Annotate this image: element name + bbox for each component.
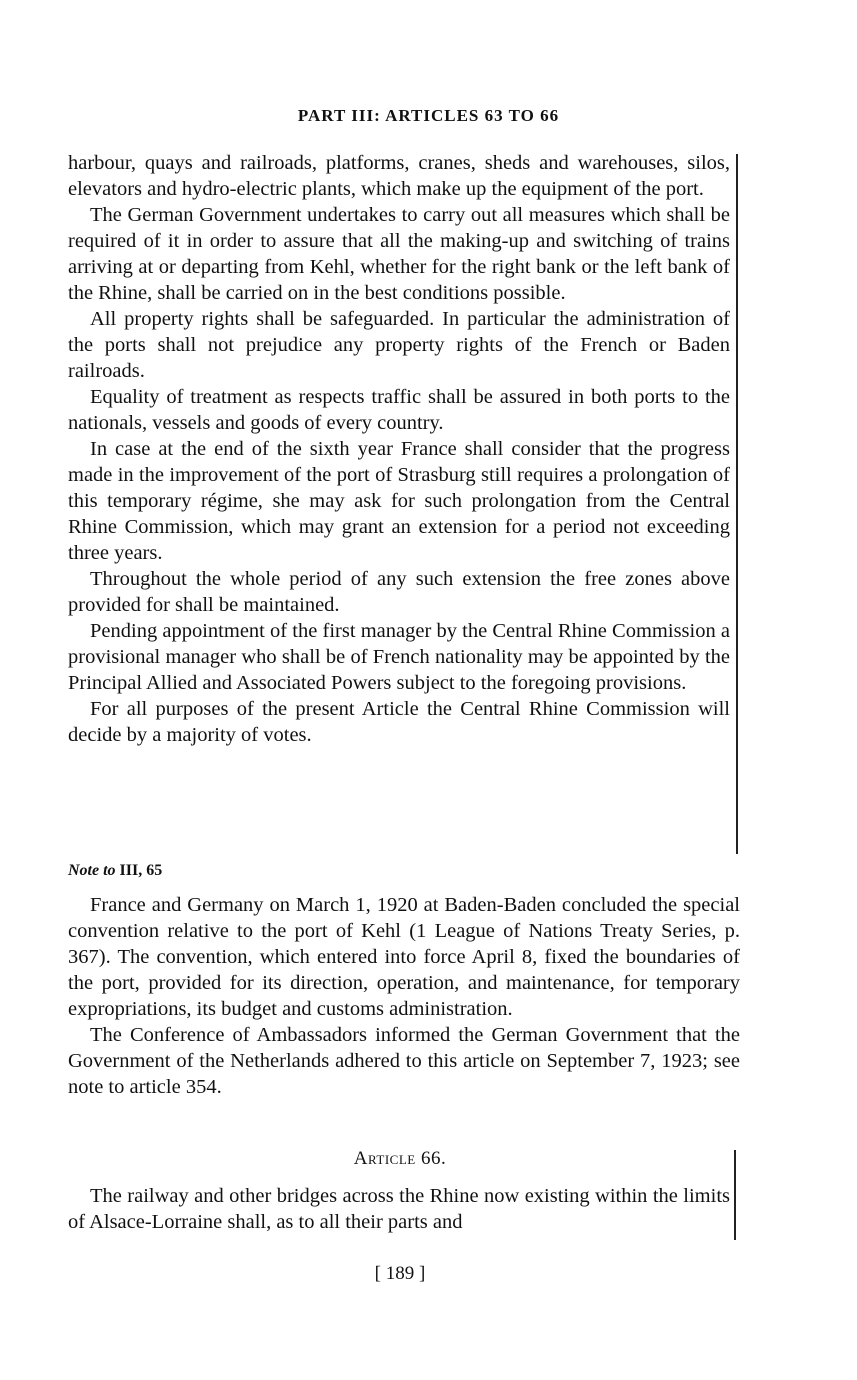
running-head: PART III: ARTICLES 63 TO 66 <box>297 106 560 125</box>
treaty-paragraph: Equality of treatment as respects traffic shall be assured in both ports to the nationals, vessels and goods of every country. <box>68 386 730 434</box>
note-paragraph: The Conference of Ambassadors informed the German Government that the Government of the Netherlands adhered to this article on September 7, 1923; see note to article 354. <box>68 1024 740 1098</box>
article-66-paragraph: The railway and other bridges across the Rhine now existing within the limits of Alsace-Lorraine shall, as to all their parts and <box>68 1185 730 1233</box>
treaty-paragraph: In case at the end of the sixth year France shall consider that the progress made in the improvement of the port of Strasburg still requires a prolongation of this temporary régime, she may ask for such prolongation from the Central Rhine Commission, which may grant an extension for a period not exceeding three years. <box>68 438 730 564</box>
treaty-paragraph: All property rights shall be safeguarded. In particular the administration of the ports shall not prejudice any property rights of the French or Baden railroads. <box>68 308 730 382</box>
note-paragraph: France and Germany on March 1, 1920 at Baden-Baden concluded the special convention relative to the port of Kehl (1 League of Nations Treaty Series, p. 367). The convention, which entered into force April 8, fixed the boundaries of the port, provided for its direction, operation, and maintenance, for temporary expropriations, its budget and customs administration. <box>68 894 740 1020</box>
article-margin-rule <box>734 1150 736 1240</box>
note-heading-ref: III, 65 <box>119 862 163 879</box>
treaty-margin-rule <box>736 154 738 854</box>
article-66-title: Article 66. <box>353 1148 447 1169</box>
page-number: [ 189 ] <box>374 1263 426 1284</box>
article-66-text-block <box>68 1183 730 1235</box>
treaty-paragraph: harbour, quays and railroads, platforms, cranes, sheds and warehouses, silos, elevators and hydro-electric plants, which make up the equipment of the port. <box>68 152 730 200</box>
note-heading-prefix: Note to <box>68 862 116 879</box>
treaty-paragraph: Pending appointment of the first manager by the Central Rhine Commission a provisional manager who shall be of French nationality may be appointed by the Principal Allied and Associated Powers subject to the foregoing provisions. <box>68 620 730 694</box>
treaty-paragraph: The German Government undertakes to carry out all measures which shall be required of it in order to assure that all the making-up and switching of trains arriving at or departing from Kehl, whether for the right bank or the left bank of the Rhine, shall be carried on in the best conditions possible. <box>68 204 730 304</box>
treaty-paragraph: For all purposes of the present Article the Central Rhine Commission will decide by a majority of votes. <box>68 698 730 746</box>
treaty-text-block <box>68 150 730 748</box>
note-heading <box>68 862 162 880</box>
treaty-paragraph: Throughout the whole period of any such extension the free zones above provided for shall be maintained. <box>68 568 730 616</box>
note-text-block <box>68 892 740 1100</box>
